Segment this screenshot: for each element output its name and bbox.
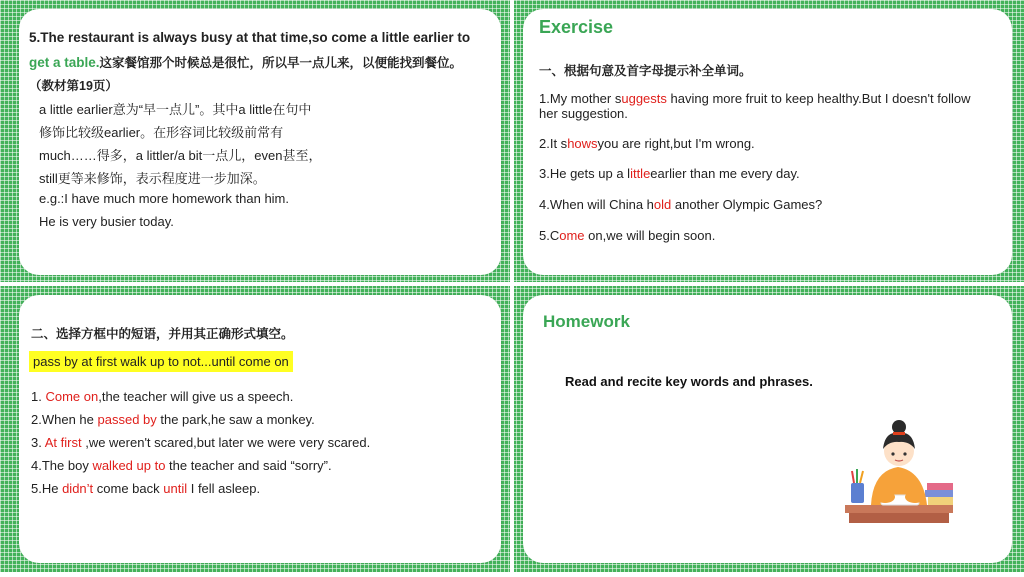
note-title-cn: 这家餐馆那个时候总是很忙，所以早一点儿来，以便能找到餐位。: [99, 56, 463, 70]
book: [925, 490, 953, 497]
item-answer: hows: [567, 136, 598, 151]
exercise-panel: [523, 9, 1012, 275]
phrase-item: [31, 389, 293, 404]
note-line: 修饰比较级earlier。在形容词比较级前常有: [39, 125, 284, 140]
note-line: e.g.:I have much more homework than him.: [39, 191, 290, 206]
item-text: the park,he saw a monkey.: [156, 412, 315, 427]
item-text: 4.The boy: [31, 458, 93, 473]
item-text: 5.C: [539, 228, 560, 243]
note-line: He is very busier today.: [39, 214, 174, 229]
item-text: ,we weren't scared,but later we were very scared.: [81, 435, 371, 450]
exercise-item: [539, 166, 979, 181]
exercise-item: [539, 91, 979, 121]
pencil-cup: [851, 483, 864, 503]
item-text: earlier than me every day.: [650, 166, 800, 181]
book: [927, 483, 953, 490]
phrase-exercise-panel: [19, 295, 501, 563]
item-answer: didn’t: [62, 481, 94, 496]
note-title-en-2: get a table.: [29, 55, 100, 70]
item-text: another Olympic Games?: [671, 197, 823, 212]
item-answer: passed by: [97, 412, 157, 427]
homework-title: Homework: [543, 312, 630, 331]
item-text: you are right,but I'm wrong.: [597, 136, 755, 151]
item-answer: At first: [44, 435, 82, 450]
note-title-en: 5.The restaurant is always busy at that time,so come a little earlier to: [29, 30, 471, 45]
note-line: still更等来修饰，表示程度进一步加深。: [39, 171, 266, 186]
book: [928, 497, 953, 505]
phrase-item: [31, 435, 370, 450]
homework-panel: [523, 295, 1012, 563]
item-text: 2.When he: [31, 412, 98, 427]
note-line: a little earlier意为“早一点儿”。其中a little在句中: [39, 102, 312, 117]
item-text: 2.It s: [539, 136, 568, 151]
phrase-box: pass by at first walk up to not...until come on: [29, 351, 293, 372]
exercise-item: [539, 136, 979, 151]
item-answer: ittle: [630, 166, 651, 181]
homework-text: Read and recite key words and phrases.: [565, 374, 813, 389]
item-text: 3.He gets up a l: [539, 166, 631, 181]
phrase-item: [31, 412, 315, 427]
item-text: 1.: [31, 389, 46, 404]
item-answer: walked up to: [92, 458, 166, 473]
item-answer: uggests: [621, 91, 667, 106]
phrase-item: [31, 481, 260, 496]
exercise-item: [539, 197, 979, 212]
note-title-line2: [29, 53, 462, 71]
item-text: the teacher and said “sorry”.: [165, 458, 332, 473]
phrase-item: [31, 458, 332, 473]
divider-vertical: [510, 0, 514, 577]
item-answer: old: [653, 197, 672, 212]
bottom-strip: [0, 572, 1024, 577]
studying-girl-illustration: [843, 413, 959, 529]
item-text: 3.: [31, 435, 45, 450]
item-answer: Come on: [45, 389, 99, 404]
divider-horizontal: [0, 282, 1024, 286]
exercise-instruction: 一、根据句意及首字母提示补全单词。: [539, 64, 752, 78]
note-line: much……得多，a littler/a bit一点儿，even甚至，: [39, 148, 322, 163]
item-text: come back: [93, 481, 164, 496]
phrase-instruction: 二、选择方框中的短语，并用其正确形式填空。: [31, 327, 294, 341]
item-text: I fell asleep.: [187, 481, 261, 496]
desk-front: [849, 513, 949, 523]
item-text: 1.My mother s: [539, 91, 622, 106]
grammar-note-panel: [19, 9, 501, 275]
item-text: 4.When will China h: [539, 197, 654, 212]
textbook-ref: （教材第19页）: [29, 79, 118, 93]
item-answer: ome: [559, 228, 585, 243]
item-text: on,we will begin soon.: [584, 228, 716, 243]
item-text: having more fruit to keep healthy.But I doesn't follow her suggestion.: [539, 91, 971, 121]
item-answer: until: [163, 481, 188, 496]
item-text: 5.He: [31, 481, 63, 496]
desk-top: [845, 505, 953, 513]
exercise-title: Exercise: [539, 17, 614, 37]
hair-bun: [892, 420, 906, 434]
item-text: ,the teacher will give us a speech.: [98, 389, 294, 404]
exercise-item: [539, 228, 979, 243]
